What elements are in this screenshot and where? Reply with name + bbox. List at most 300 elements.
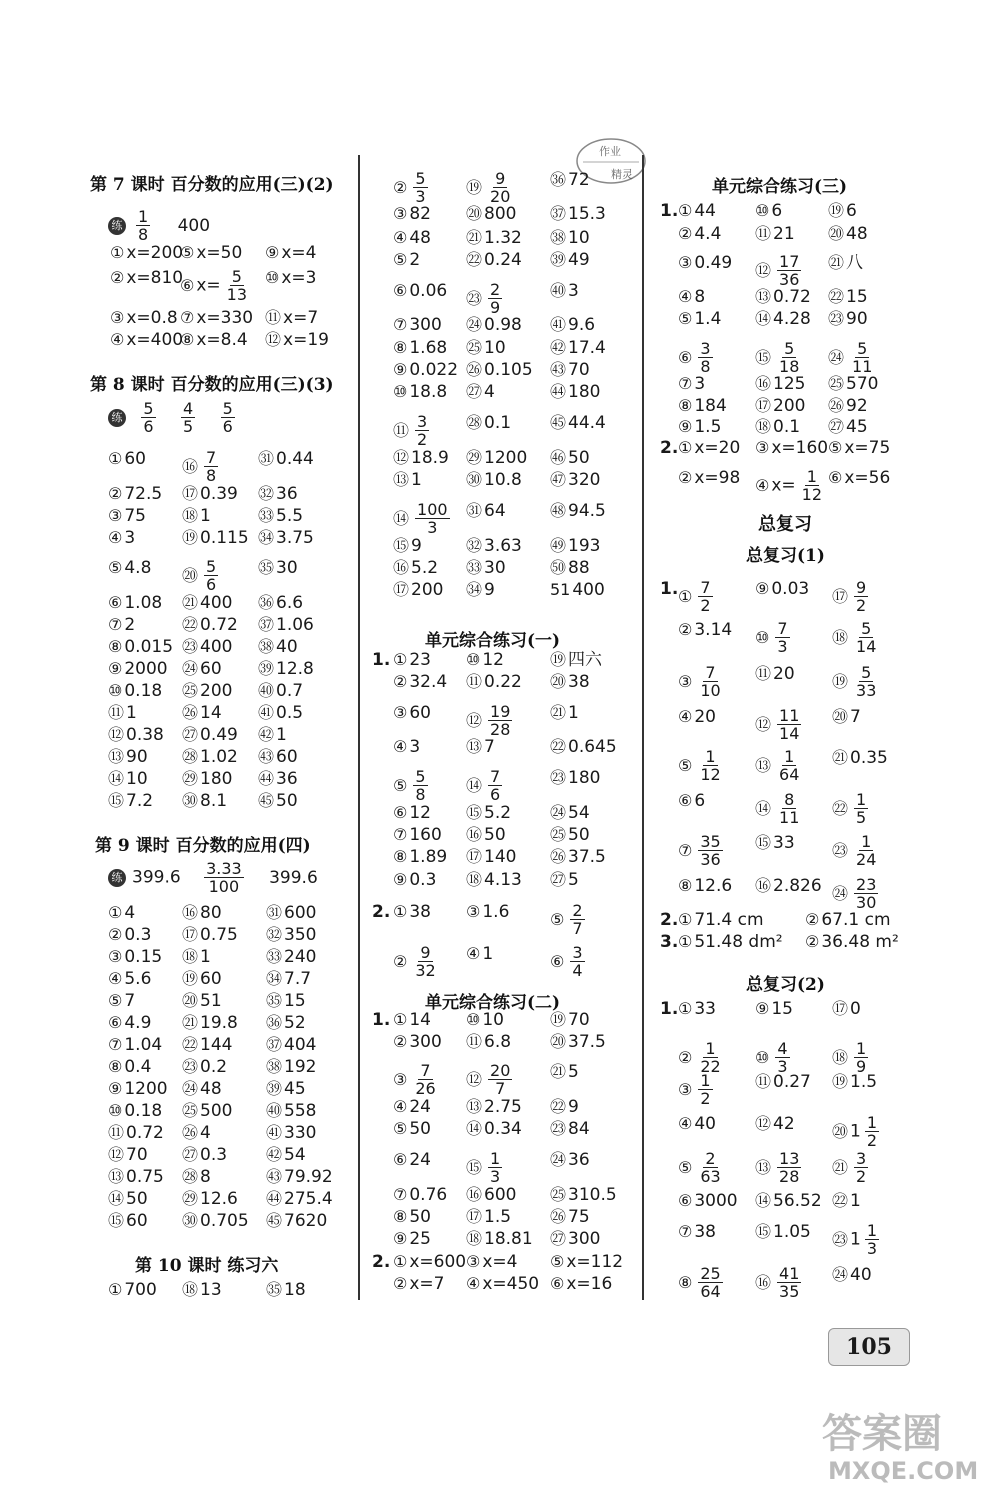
answer-item: ⑳ 48 xyxy=(828,224,868,244)
answer-item: ③ 0.15 xyxy=(108,947,163,967)
answer-item: ② 72.5 xyxy=(108,484,163,504)
answer-item: ㉗ 4 xyxy=(466,382,495,402)
answer-item: ⑰ 200 xyxy=(393,580,444,600)
answer-item: ㉞ 7.7 xyxy=(266,969,312,989)
answer-item: ⑥ 12 xyxy=(393,803,431,823)
answer-item: ⑫ 0.38 xyxy=(108,725,164,745)
fraction: $\frac{1}{2}$ xyxy=(866,1113,878,1150)
answer-item: ⑩ x=3 xyxy=(265,268,317,288)
answer-item: ㉜ 36 xyxy=(258,484,298,504)
answer-item: ⑮ 7.2 xyxy=(108,791,154,811)
answer-item: ④ 5.6 xyxy=(108,969,152,989)
answer-item: ⑱ 4.13 xyxy=(466,870,522,890)
answer-item: ㉕ 10 xyxy=(466,338,506,358)
answer-item: ⑤ x=75 xyxy=(828,438,891,458)
answer-item: ⑫ 70 xyxy=(108,1145,148,1165)
answer-item: ⑮ $\frac{5}{18}$ xyxy=(755,339,800,376)
fraction: $\frac{3}{2}$ xyxy=(417,412,428,449)
answer-item: ⑨ 15 xyxy=(755,999,793,1019)
answer-item: ⑬ 0.72 xyxy=(755,287,811,307)
answer-item: ⑨ 0.022 xyxy=(393,360,459,380)
answer-item: ② $\frac{9}{32}$ xyxy=(393,943,436,980)
answer-item: ⑥ x=56 xyxy=(828,468,891,488)
answer-item: ㉕ 500 xyxy=(182,1101,233,1121)
fraction: $\frac{5}{18}$ xyxy=(779,339,800,376)
answer-item: ㉑ 0.35 xyxy=(832,748,888,768)
answer-item: ⑨ 2000 xyxy=(108,659,168,679)
answer-item: ⑲ 60 xyxy=(182,969,222,989)
answer-item: ㉛ 64 xyxy=(466,501,506,521)
answer-item: ㉛ 0.44 xyxy=(258,449,314,469)
answer-item: ② 3.14 xyxy=(678,620,733,640)
heading-lesson-7: 第 7 课时 百分数的应用(三)(2) xyxy=(90,175,334,195)
answer-item: ㉙ 1200 xyxy=(466,448,528,468)
answer-item: ⑱ 0.1 xyxy=(755,417,801,437)
svg-text:精灵: 精灵 xyxy=(611,168,633,181)
answer-item: ① x=200 xyxy=(110,243,184,263)
answer-item: ⑱ 18.81 xyxy=(466,1229,533,1249)
column-divider-left xyxy=(358,155,360,1300)
answer-item: ① 51.48 dm² xyxy=(678,932,783,952)
answer-item: ㊲ 1.06 xyxy=(258,615,314,635)
answer-item: ⑪ 0.27 xyxy=(755,1072,811,1092)
answer-item: ② $\frac{5}{3}$ xyxy=(393,169,426,206)
answer-item: ㉙ 12.6 xyxy=(182,1189,238,1209)
answer-item: ㉚ 0.705 xyxy=(182,1211,249,1231)
answer-item: ⑤ $\frac{2}{63}$ xyxy=(678,1149,721,1186)
answer-item: ㉗ 45 xyxy=(828,417,868,437)
answer-item: ⑦ 2 xyxy=(108,615,136,635)
answer-item: ② $\frac{1}{22}$ xyxy=(678,1039,721,1076)
answer-item: ⑮ 33 xyxy=(755,833,795,853)
answer-item: ㊻ 50 xyxy=(550,448,590,468)
answer-item: ⑬ $\frac{13}{28}$ xyxy=(755,1149,800,1186)
answer-item: ㉑ 1.32 xyxy=(466,228,522,248)
svg-text:答案圈: 答案圈 xyxy=(822,1411,942,1457)
answer-item: ⑤ x=112 xyxy=(550,1252,624,1272)
answer-item: ⑪ 20 xyxy=(755,664,795,684)
answer-item: ⑫ $\frac{20}{7}$ xyxy=(466,1061,511,1098)
fraction: $\frac{3}{8}$ xyxy=(700,339,711,376)
answer-item: ㉘ 0.1 xyxy=(466,413,512,433)
review1-prefix-3: 3. xyxy=(660,932,679,952)
fraction: $\frac{9}{2}$ xyxy=(856,578,867,615)
answer-item: ㊲ 15.3 xyxy=(550,204,606,224)
answer-item: ⑱ $\frac{5}{14}$ xyxy=(832,619,877,656)
fraction: $\frac{19}{28}$ xyxy=(490,702,511,739)
fraction: $\frac{1}{22}$ xyxy=(700,1039,721,1076)
answer-item: ③ $\frac{1}{2}$ xyxy=(678,1071,711,1108)
answer-item: ⑥ 6 xyxy=(678,791,706,811)
answer-item: ⑳ 37.5 xyxy=(550,1032,606,1052)
answer-item: ① x=600 xyxy=(393,1252,467,1272)
answer-item: ⑥ 0.06 xyxy=(393,281,448,301)
answer-item: ⑥ 1.08 xyxy=(108,593,163,613)
answer-item: ⑳ 7 xyxy=(832,707,861,727)
answer-item: ㉓ 1 $\frac{1}{3}$ xyxy=(832,1221,878,1258)
answer-item: ⑲ 0.115 xyxy=(182,528,249,548)
answer-item: ⑯ 600 xyxy=(466,1185,517,1205)
answer-item: ㉓ 84 xyxy=(550,1119,590,1139)
answer-item: ㉕ 310.5 xyxy=(550,1185,617,1205)
answer-item: ㉒ 15 xyxy=(828,287,868,307)
review1-prefix-1: 1. xyxy=(660,579,679,599)
answer-item: ㊹ 180 xyxy=(550,382,601,402)
answer-item: ⑥ $\frac{3}{4}$ xyxy=(550,943,583,980)
answer-item: ㊹ 36 xyxy=(258,769,298,789)
answer-item: ⑪ x=7 xyxy=(265,308,319,328)
answer-item: ③ x=4 xyxy=(466,1252,518,1272)
answer-item: ⑭ 4.28 xyxy=(755,309,811,329)
answer-item: ㉜ 3.63 xyxy=(466,536,522,556)
answer-item: ㉘ 1.02 xyxy=(182,747,238,767)
answer-item: ⑧ 0.015 xyxy=(108,637,174,657)
answer-item: ⑲ $\frac{5}{33}$ xyxy=(832,663,877,700)
answer-item: ⑯ $\frac{7}{8}$ xyxy=(182,448,217,485)
answer-item: ① 44 xyxy=(678,201,716,221)
answer-item: ㉟ 18 xyxy=(266,1280,306,1300)
answer-item: ⑫ $\frac{11}{14}$ xyxy=(755,706,800,743)
answer-item: ① 23 xyxy=(393,650,431,670)
answer-item: ④ 1 xyxy=(466,944,494,964)
answer-item: 51 400 xyxy=(550,580,605,600)
answer-item: ⑦ 0.76 xyxy=(393,1185,448,1205)
answer-item: ⑯ 125 xyxy=(755,374,806,394)
answer-item: ⑲ 四六 xyxy=(550,650,603,670)
answer-item: ⑥ x= $\frac{5}{13}$ xyxy=(180,267,248,304)
answer-item: ④ x= $\frac{1}{12}$ xyxy=(755,467,823,504)
answer-item: ㉛ 600 xyxy=(266,903,317,923)
fraction: $\frac{9}{32}$ xyxy=(415,943,436,980)
lesson9-practice-row: 练 399.6 $\frac{3.33}{100}$ 399.6 xyxy=(108,860,318,895)
answer-item: ⑰ 0.39 xyxy=(182,484,238,504)
answer-item: ⑬ 1 xyxy=(393,470,422,490)
fraction: $\frac{5}{13}$ xyxy=(226,267,248,304)
answer-item: ㉗ 0.49 xyxy=(182,725,238,745)
fraction: $\frac{8}{11}$ xyxy=(779,790,800,827)
answer-item: ㉚ 8.1 xyxy=(182,791,228,811)
fraction: $\frac{1}{12}$ xyxy=(801,467,823,504)
answer-item: ㉜ 350 xyxy=(266,925,317,945)
answer-item: ㊸ 60 xyxy=(258,747,298,767)
answer-item: ⑥ 24 xyxy=(393,1150,431,1170)
review2-prefix-1: 1. xyxy=(660,999,679,1019)
fraction: $\frac{20}{7}$ xyxy=(490,1061,511,1098)
practice-badge-icon: 练 xyxy=(108,869,126,887)
fraction: $\frac{2}{63}$ xyxy=(700,1149,721,1186)
fraction: $\frac{1}{64}$ xyxy=(779,747,800,784)
answer-item: ⑦ 3 xyxy=(678,374,706,394)
heading-unit-1: 单元综合练习(一) xyxy=(425,631,561,651)
answer-item: ③ 60 xyxy=(393,703,431,723)
fraction: $\frac{3}{4}$ xyxy=(572,943,583,980)
fraction: $\frac{1}{24}$ xyxy=(856,832,877,869)
answer-item: ㉑ 5 xyxy=(550,1062,579,1082)
answer-item: ⑭ 50 xyxy=(108,1189,148,1209)
unit2-prefix-2: 2. xyxy=(372,1252,391,1272)
answer-item: ① x=20 xyxy=(678,438,741,458)
fraction: $\frac{7}{6}$ xyxy=(490,767,501,804)
answer-item: ㉑ 八 xyxy=(828,253,864,273)
answer-item: ⑱ $\frac{1}{9}$ xyxy=(832,1039,867,1076)
answer-item: ⑫ $\frac{17}{36}$ xyxy=(755,252,800,289)
answer-item: ㉕ 570 xyxy=(828,374,879,394)
answer-item: ㊴ 45 xyxy=(266,1079,306,1099)
answer-item: ⑲ 70 xyxy=(550,1010,590,1030)
answer-item: ⑦ 300 xyxy=(393,315,442,335)
answer-item: ⑪ $\frac{3}{2}$ xyxy=(393,412,428,449)
answer-item: ㉒ $\frac{1}{5}$ xyxy=(832,790,867,827)
answer-item: ⑫ $\frac{19}{28}$ xyxy=(466,702,511,739)
fraction: $\frac{7}{26}$ xyxy=(415,1061,436,1098)
answer-item: ③ $\frac{7}{10}$ xyxy=(678,663,721,700)
answer-item: ㉝ 240 xyxy=(266,947,317,967)
answer-item: ㊷ 17.4 xyxy=(550,338,606,358)
answer-item: ⑲ 6 xyxy=(828,201,857,221)
fraction: $\frac{7}{10}$ xyxy=(700,663,721,700)
fraction: $\frac{5}{33}$ xyxy=(856,663,877,700)
answer-item: ⑪ 0.72 xyxy=(108,1123,164,1143)
review1-prefix-2: 2. xyxy=(660,910,679,930)
answer-item: ⑮ 9 xyxy=(393,536,422,556)
answer-item: ⑲ 1.5 xyxy=(832,1072,878,1092)
answer-item: ㉑ 19.8 xyxy=(182,1013,238,1033)
answer-item: ⑪ 21 xyxy=(755,224,795,244)
answer-item: ⑮ $\frac{1}{3}$ xyxy=(466,1149,501,1186)
fraction: $\frac{5}{14}$ xyxy=(856,619,877,656)
answer-item: ㉓ 400 xyxy=(182,637,233,657)
fraction: $\frac{7}{3}$ xyxy=(777,619,788,656)
heading-lesson-8: 第 8 课时 百分数的应用(三)(3) xyxy=(90,375,334,395)
answer-item: ⑤ 4.8 xyxy=(108,558,152,578)
lesson7-practice-row: 练 $\frac{1}{8}$ 400 xyxy=(108,208,210,243)
answer-item: ④ 3 xyxy=(393,737,421,757)
answer-item: ㉒ 0.645 xyxy=(550,737,617,757)
answer-item: ③ 82 xyxy=(393,204,431,224)
fraction: $\frac{1}{9}$ xyxy=(856,1039,867,1076)
answer-item: ㉔ 48 xyxy=(182,1079,222,1099)
answer-item: ① 14 xyxy=(393,1010,431,1030)
answer-item: ⑬ 0.75 xyxy=(108,1167,164,1187)
answer-item: ⑧ 184 xyxy=(678,396,727,416)
answer-item: ⑱ 1 xyxy=(182,947,211,967)
answer-item: ⑤ 7 xyxy=(108,991,136,1011)
answer-item: ⑳ 51 xyxy=(182,991,222,1011)
svg-text:MXQE.COM: MXQE.COM xyxy=(828,1457,979,1485)
answer-item: ㉓ 0.2 xyxy=(182,1057,228,1077)
answer-item: ㊶ 330 xyxy=(266,1123,317,1143)
fraction: $\frac{1}{2}$ xyxy=(700,1071,711,1108)
answer-item: ⑮ 1.05 xyxy=(755,1222,811,1242)
answer-item: ㊳ 10 xyxy=(550,228,590,248)
answer-item: ① 700 xyxy=(108,1280,157,1300)
answer-item: ⑥ x=16 xyxy=(550,1274,613,1294)
page-number: 105 xyxy=(828,1328,910,1366)
answer-item: ⑧ 50 xyxy=(393,1207,431,1227)
answer-item: ⑧ 1.89 xyxy=(393,847,448,867)
answer-item: ㊿ 88 xyxy=(550,558,590,578)
answer-item: ㉘ 8 xyxy=(182,1167,211,1187)
answer-item: ⑯ 5.2 xyxy=(393,558,439,578)
answer-item: ⑰ $\frac{9}{2}$ xyxy=(832,578,867,615)
answer-item: ⑯ $\frac{41}{35}$ xyxy=(755,1264,800,1301)
answer-item: ② 0.3 xyxy=(108,925,152,945)
answer-item: ④ 8 xyxy=(678,287,706,307)
answer-item: ⑧ 1.68 xyxy=(393,338,448,358)
fraction: $\frac{7}{2}$ xyxy=(700,578,711,615)
answer-item: ⑭ 0.34 xyxy=(466,1119,522,1139)
answer-item: ② 300 xyxy=(393,1032,442,1052)
answer-item: ⑭ $\frac{100}{3}$ xyxy=(393,500,448,537)
fraction: $\frac{13}{28}$ xyxy=(779,1149,800,1186)
answer-item: ⑤ 2 xyxy=(393,250,421,270)
unit1-prefix-2: 2. xyxy=(372,902,391,922)
fraction: $\frac{2}{9}$ xyxy=(490,280,501,317)
fraction: $\frac{4}{3}$ xyxy=(777,1039,788,1076)
answer-item: ㉖ 14 xyxy=(182,703,222,723)
answer-item: ㉖ 92 xyxy=(828,396,868,416)
answer-item: ㉞ 3.75 xyxy=(258,528,314,548)
answer-item: ㉒ 9 xyxy=(550,1097,579,1117)
practice-badge-icon: 练 xyxy=(108,409,126,427)
fraction: $\frac{1}{12}$ xyxy=(700,747,721,784)
answer-item: ㊷ 54 xyxy=(266,1145,306,1165)
answer-item: ④ x=400 xyxy=(110,330,184,350)
answer-item: ㉟ 30 xyxy=(258,558,298,578)
answer-item: ㉖ 37.5 xyxy=(550,847,606,867)
answer-item: ④ 40 xyxy=(678,1114,716,1134)
answer-item: ⑪ 0.22 xyxy=(466,672,522,692)
answer-item: ⑧ 12.6 xyxy=(678,876,733,896)
answer-item: ㉒ 144 xyxy=(182,1035,233,1055)
answer-item: ㊲ 404 xyxy=(266,1035,317,1055)
answer-item: ⑰ 1.5 xyxy=(466,1207,512,1227)
answer-item: ② 67.1 cm xyxy=(805,910,891,930)
answer-item: ㉑ 400 xyxy=(182,593,233,613)
mxqe-watermark-logo xyxy=(812,1395,990,1485)
answer-item: ⑤ $\frac{2}{7}$ xyxy=(550,901,583,938)
answer-item: ⑳ 38 xyxy=(550,672,590,692)
fraction: $\frac{41}{35}$ xyxy=(779,1264,800,1301)
answer-item: ㉒ 0.24 xyxy=(466,250,522,270)
answer-item: ㉑ 1 xyxy=(550,703,579,723)
answer-item: ⑨ 25 xyxy=(393,1229,431,1249)
answer-item: ③ $\frac{7}{26}$ xyxy=(393,1061,436,1098)
answer-item: ⑤ x=50 xyxy=(180,243,243,263)
answer-item: ④ 48 xyxy=(393,228,431,248)
answer-item: ⑳ 1 $\frac{1}{2}$ xyxy=(832,1113,878,1150)
answer-item: ⑭ $\frac{8}{11}$ xyxy=(755,790,800,827)
answer-item: ㉗ 300 xyxy=(550,1229,601,1249)
answer-item: ㊱ 52 xyxy=(266,1013,306,1033)
answer-item: ㊶ 9.6 xyxy=(550,315,596,335)
answer-item: ㊸ 79.92 xyxy=(266,1167,333,1187)
answer-item: ⑪ 6.8 xyxy=(466,1032,512,1052)
answer-item: ⑭ 56.52 xyxy=(755,1191,822,1211)
answer-item: ⑬ 7 xyxy=(466,737,495,757)
answer-item: ⑬ 2.75 xyxy=(466,1097,522,1117)
fraction: $\frac{5}{11}$ xyxy=(852,339,873,376)
answer-item: ⑯ 80 xyxy=(182,903,222,923)
answer-item: ㉒ 1 xyxy=(832,1191,861,1211)
answer-item: ⑫ 18.9 xyxy=(393,448,449,468)
answer-item: ⑲ $\frac{9}{20}$ xyxy=(466,169,511,206)
answer-item: ⑥ $\frac{3}{8}$ xyxy=(678,339,711,376)
answer-item: ㉔ $\frac{23}{30}$ xyxy=(832,875,877,912)
answer-item: ④ x=450 xyxy=(466,1274,540,1294)
answer-item: ㉕ 50 xyxy=(550,825,590,845)
answer-item: ㊶ 0.5 xyxy=(258,703,304,723)
answer-item: ③ x=0.8 xyxy=(110,308,178,328)
heading-unit-3: 单元综合练习(三) xyxy=(712,177,848,197)
answer-item: ⑧ $\frac{25}{64}$ xyxy=(678,1264,721,1301)
answer-item: ⑦ 38 xyxy=(678,1222,716,1242)
fraction: $\frac{1}{3}$ xyxy=(490,1149,501,1186)
answer-item: ⑨ 1200 xyxy=(108,1079,168,1099)
heading-lesson-9: 第 9 课时 百分数的应用(四) xyxy=(95,836,311,856)
answer-item: ⑩ 6 xyxy=(755,201,783,221)
answer-item: ㉝ 5.5 xyxy=(258,506,304,526)
answer-item: ㉚ 10.8 xyxy=(466,470,522,490)
answer-item: ⑩ 12 xyxy=(466,650,504,670)
answer-item: ㉞ 9 xyxy=(466,580,495,600)
answer-item: ⑰ 0.75 xyxy=(182,925,238,945)
answer-item: ① 33 xyxy=(678,999,716,1019)
answer-item: ② x=98 xyxy=(678,468,741,488)
answer-item: ③ 0.49 xyxy=(678,253,733,273)
answer-item: ② 4.4 xyxy=(678,224,722,244)
answer-item: ㊺ 7620 xyxy=(266,1211,328,1231)
answer-item: ① 38 xyxy=(393,902,431,922)
answer-item: ⑰ 0 xyxy=(832,999,861,1019)
unit3-prefix-2: 2. xyxy=(660,438,679,458)
answer-item: ㊵ 3 xyxy=(550,281,579,301)
answer-item: ① 4 xyxy=(108,903,136,923)
answer-item: ㉓ 180 xyxy=(550,768,601,788)
answer-item: ㊺ 50 xyxy=(258,791,298,811)
answer-item: ㊴ 49 xyxy=(550,250,590,270)
heading-review-2: 总复习(2) xyxy=(746,975,825,995)
answer-item: ① $\frac{7}{2}$ xyxy=(678,578,711,615)
answer-item: ⑰ 140 xyxy=(466,847,517,867)
fraction: $\frac{5}{3}$ xyxy=(415,169,426,206)
column-divider-right xyxy=(642,155,644,1300)
fraction: $\frac{23}{30}$ xyxy=(856,875,877,912)
answer-item: ⑤ $\frac{1}{12}$ xyxy=(678,747,721,784)
answer-item: ㉖ 4 xyxy=(182,1123,211,1143)
answer-item: ⑮ 60 xyxy=(108,1211,148,1231)
answer-item: ⑦ 160 xyxy=(393,825,442,845)
answer-item: ⑱ 1 xyxy=(182,506,211,526)
answer-item: ㊳ 40 xyxy=(258,637,298,657)
answer-item: ⑩ 0.18 xyxy=(108,1101,163,1121)
answer-item: ⑦ x=330 xyxy=(180,308,254,328)
fraction: $\frac{2}{7}$ xyxy=(572,901,583,938)
answer-item: ⑩ $\frac{7}{3}$ xyxy=(755,619,788,656)
answer-item: ㉖ 75 xyxy=(550,1207,590,1227)
fraction: $\frac{5}{6}$ xyxy=(206,557,217,594)
answer-item: ㉝ 30 xyxy=(466,558,506,578)
answer-item: ㉗ 0.3 xyxy=(182,1145,228,1165)
answer-item: ⑫ 42 xyxy=(755,1114,795,1134)
answer-item: ⑬ 90 xyxy=(108,747,148,767)
answer-item: ㊷ 1 xyxy=(258,725,287,745)
answer-item: ② 36.48 m² xyxy=(805,932,899,952)
answer-item: ⑩ 0.18 xyxy=(108,681,163,701)
answer-item: ③ 75 xyxy=(108,506,146,526)
answer-item: ① 60 xyxy=(108,449,146,469)
answer-item: ⑨ 1.5 xyxy=(678,417,722,437)
